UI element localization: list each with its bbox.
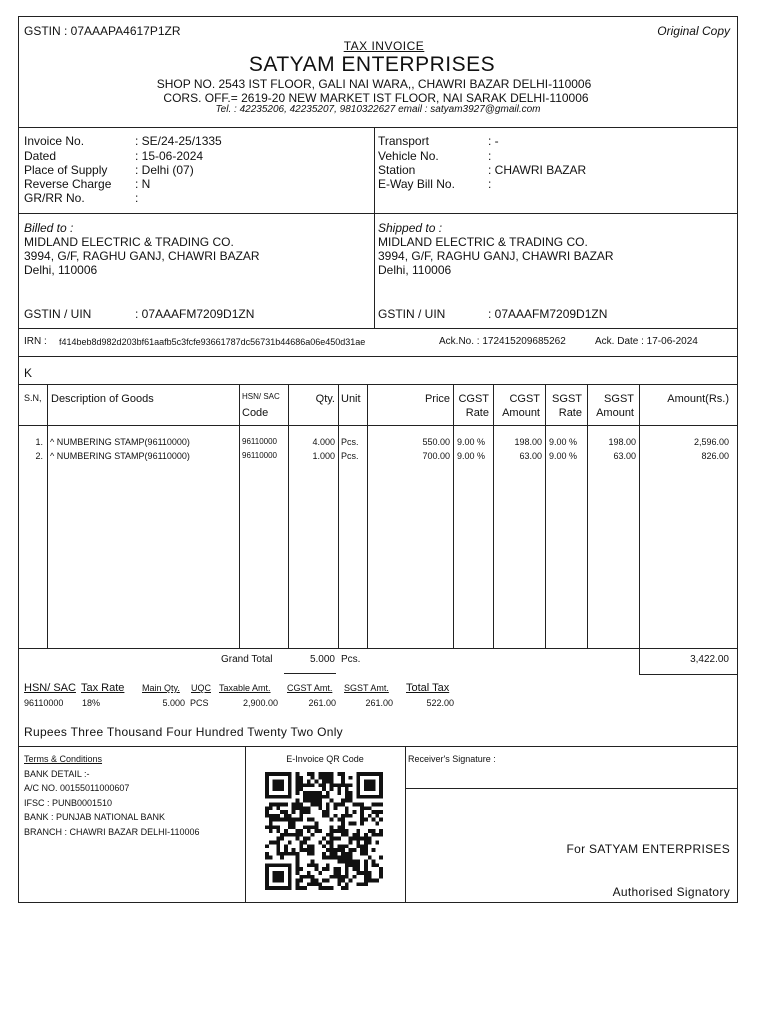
ack-number: Ack.No. : 172415209685262 (439, 336, 566, 347)
divider (288, 384, 289, 648)
col-header-price: Price (424, 393, 450, 405)
irn-label: IRN : (24, 336, 47, 347)
divider (18, 213, 738, 214)
col-header-unit: Unit (341, 393, 361, 405)
tax-row-rate: 18% (82, 698, 101, 708)
bank-detail-heading: BANK DETAIL :- (24, 769, 90, 779)
billed-gstin-value: : 07AAAFM7209D1ZN (135, 307, 255, 321)
divider (367, 384, 368, 648)
invoice-date: : 15-06-2024 (135, 149, 204, 163)
row-1-sgst-amount: 198.00 (608, 437, 636, 447)
bank-ifsc: IFSC : PUNB0001510 (24, 798, 113, 808)
tax-header-uqc: UQC (191, 683, 211, 693)
divider (18, 328, 738, 329)
qr-label: E-Invoice QR Code (286, 754, 364, 764)
billed-gstin-label: GSTIN / UIN (24, 307, 92, 321)
company-contact: Tel. : 42235206, 42235207, 9810322627 email : satyam3927@gmail.com (215, 104, 541, 115)
divider (639, 384, 640, 674)
invoice-label-1: Dated (24, 149, 57, 163)
tax-header-total: Total Tax (406, 682, 450, 694)
place-of-supply: : Delhi (07) (135, 163, 194, 177)
billed-city: Delhi, 110006 (24, 263, 98, 277)
row-1-sgst-rate: 9.00 % (549, 437, 578, 447)
tax-row-cgst: 261.00 (308, 698, 336, 708)
col-header-qty: Qty. (315, 393, 335, 405)
e-invoice-qr-code (262, 772, 386, 890)
doc-title: TAX INVOICE (343, 39, 425, 53)
col-header-hsn: HSN/ SAC (242, 392, 280, 401)
transport-label-0: Transport (378, 134, 429, 148)
grand-total-qty: 5.000 (309, 654, 335, 665)
divider (338, 384, 339, 648)
col-header-sgst-amount-2: Amount (596, 407, 634, 419)
col-header-sgst-amount: SGST (604, 393, 634, 405)
row-1-unit: Pcs. (341, 437, 359, 447)
grand-total-unit: Pcs. (341, 654, 361, 665)
row-1-qty: 4.000 (312, 437, 335, 447)
col-header-cgst-amount: CGST (509, 393, 540, 405)
invoice-label-0: Invoice No. (24, 134, 85, 148)
row-1-cgst-rate: 9.00 % (457, 437, 486, 447)
shipped-gstin-value: : 07AAAFM7209D1ZN (488, 307, 608, 321)
col-header-cgst-amount-2: Amount (502, 407, 540, 419)
for-company-label: For SATYAM ENTERPRISES (566, 842, 730, 856)
ack-date: Ack. Date : 17-06-2024 (595, 336, 698, 347)
row-1-price: 550.00 (422, 437, 450, 447)
reverse-charge: : N (135, 177, 151, 191)
col-header-sn: S.N, (24, 393, 42, 403)
seller-gstin: GSTIN : 07AAAPA4617P1ZR (24, 24, 181, 38)
row-2-sn: 2. (35, 451, 43, 461)
divider (18, 127, 738, 128)
billed-name: MIDLAND ELECTRIC & TRADING CO. (24, 235, 234, 249)
col-header-description: Description of Goods (51, 393, 154, 405)
bank-name: BANK : PUNJAB NATIONAL BANK (24, 812, 166, 822)
tax-header-hsn: HSN/ SAC (24, 682, 76, 694)
row-2-cgst-rate: 9.00 % (457, 451, 486, 461)
divider (453, 384, 454, 648)
invoice-label-4: GR/RR No. (24, 191, 85, 205)
tax-row-qty: 5.000 (162, 698, 185, 708)
divider (18, 384, 738, 385)
divider (18, 746, 738, 747)
col-header-sgst-rate-2: Rate (558, 407, 582, 419)
shipped-gstin-label: GSTIN / UIN (378, 307, 446, 321)
row-2-description: ^ NUMBERING STAMP(96110000) (50, 451, 190, 461)
row-2-hsn: 96110000 (242, 451, 277, 460)
station-value: : CHAWRI BAZAR (488, 163, 587, 177)
irn-value: f414beb8d982d203bf61aafb5c3fcfe93661787dc56731b44686a06e450d31ae (59, 337, 366, 347)
row-1-hsn: 96110000 (242, 437, 277, 446)
k-code: K (24, 366, 33, 380)
divider (239, 384, 240, 648)
divider (47, 384, 48, 648)
shipped-city: Delhi, 110006 (378, 263, 452, 277)
divider (18, 648, 738, 649)
row-2-cgst-amount: 63.00 (519, 451, 542, 461)
tax-header-rate: Tax Rate (81, 682, 125, 694)
billed-to-heading: Billed to : (24, 221, 74, 235)
company-name: SATYAM ENTERPRISES (248, 53, 496, 76)
col-header-amount: Amount(Rs.) (667, 393, 729, 405)
shipped-name: MIDLAND ELECTRIC & TRADING CO. (378, 235, 588, 249)
tax-row-uqc: PCS (190, 698, 209, 708)
tax-row-hsn: 96110000 (24, 698, 64, 708)
col-header-hsn-code: Code (242, 407, 269, 419)
row-2-price: 700.00 (422, 451, 450, 461)
row-2-sgst-amount: 63.00 (613, 451, 636, 461)
transport-label-1: Vehicle No. (378, 149, 439, 163)
divider (493, 384, 494, 648)
company-address-1: SHOP NO. 2543 IST FLOOR, GALI NAI WARA,, CHAWRI BAZAR DELHI-110006 (156, 77, 592, 91)
tax-row-taxable: 2,900.00 (242, 698, 278, 708)
grand-total-amount: 3,422.00 (690, 654, 729, 665)
invoice-label-3: Reverse Charge (24, 177, 112, 191)
amount-in-words: Rupees Three Thousand Four Hundred Twenty Two Only (24, 725, 343, 739)
divider (545, 384, 546, 648)
transport-value: : - (488, 134, 499, 148)
tax-header-qty: Main Qty. (142, 683, 180, 693)
gr-rr-number: : (135, 191, 139, 205)
vehicle-number: : (488, 149, 492, 163)
row-1-cgst-amount: 198.00 (514, 437, 542, 447)
divider (245, 746, 246, 903)
row-2-qty: 1.000 (312, 451, 335, 461)
col-header-cgst-rate: CGST (458, 393, 489, 405)
bank-account-number: A/C NO. 00155011000607 (24, 783, 130, 793)
transport-label-2: Station (378, 163, 416, 177)
row-2-amount: 826.00 (701, 451, 729, 461)
divider (284, 673, 336, 674)
col-header-cgst-rate-2: Rate (465, 407, 489, 419)
row-1-amount: 2,596.00 (693, 437, 729, 447)
divider (374, 127, 375, 328)
invoice-label-2: Place of Supply (24, 163, 108, 177)
row-2-unit: Pcs. (341, 451, 359, 461)
grand-total-label: Grand Total (221, 654, 273, 665)
copy-label: Original Copy (657, 24, 730, 38)
terms-heading: Terms & Conditions (24, 754, 103, 764)
tax-header-sgst: SGST Amt. (344, 683, 389, 693)
row-1-sn: 1. (35, 437, 43, 447)
company-address-2: CORS. OFF.= 2619-20 NEW MARKET IST FLOOR, NAI SARAK DELHI-110006 (163, 91, 589, 105)
tax-row-total: 522.00 (426, 698, 454, 708)
billed-address: 3994, G/F, RAGHU GANJ, CHAWRI BAZAR (24, 249, 260, 263)
divider (405, 746, 406, 903)
shipped-address: 3994, G/F, RAGHU GANJ, CHAWRI BAZAR (378, 249, 614, 263)
tax-header-taxable: Taxable Amt. (219, 683, 271, 693)
divider (18, 356, 738, 357)
divider (18, 425, 738, 426)
authorised-signatory: Authorised Signatory (612, 885, 730, 899)
bank-branch: BRANCH : CHAWRI BAZAR DELHI-110006 (24, 827, 200, 837)
row-1-description: ^ NUMBERING STAMP(96110000) (50, 437, 190, 447)
shipped-to-heading: Shipped to : (378, 221, 443, 235)
col-header-sgst-rate: SGST (552, 393, 582, 405)
tax-row-sgst: 261.00 (365, 698, 393, 708)
divider (639, 674, 738, 675)
invoice-number: : SE/24-25/1335 (135, 134, 222, 148)
tax-header-cgst: CGST Amt. (287, 683, 333, 693)
transport-label-3: E-Way Bill No. (378, 177, 455, 191)
receiver-signature-label: Receiver's Signature : (408, 754, 496, 764)
divider (405, 788, 738, 789)
eway-bill-number: : (488, 177, 492, 191)
row-2-sgst-rate: 9.00 % (549, 451, 578, 461)
divider (587, 384, 588, 648)
